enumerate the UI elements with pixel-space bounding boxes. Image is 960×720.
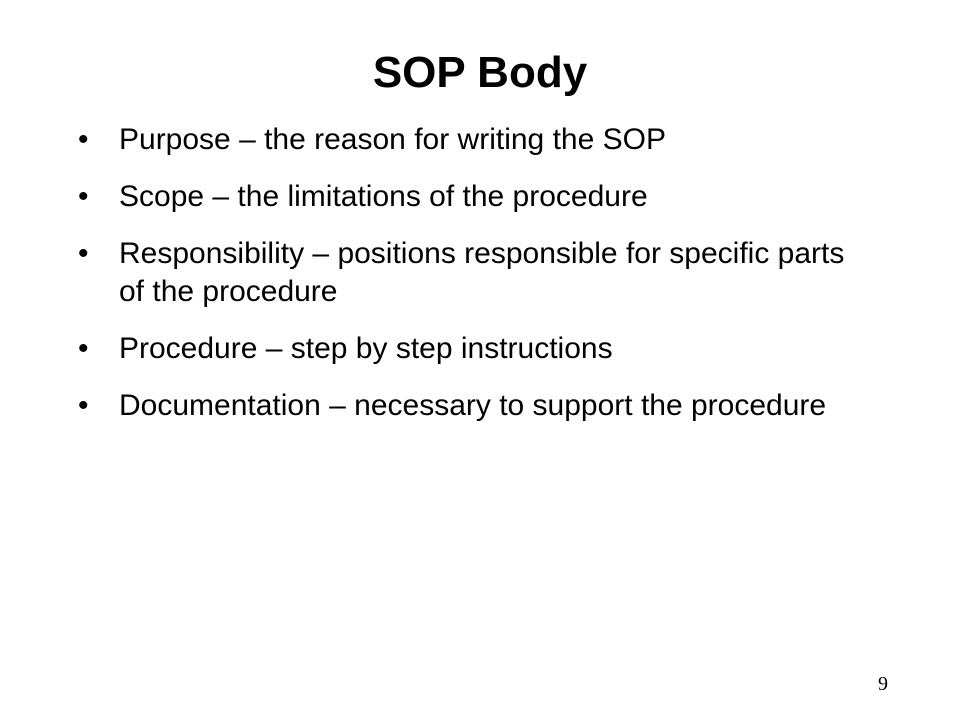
bullet-text: Procedure – step by step instructions [119, 332, 613, 365]
bullet-item-procedure [78, 330, 868, 368]
bullet-marker-icon: • [78, 123, 89, 156]
bullet-text: Scope – the limitations of the procedure [119, 180, 648, 213]
slide-title: SOP Body [372, 48, 588, 97]
bullet-marker-icon: • [78, 237, 89, 270]
bullet-item-scope [78, 178, 868, 216]
bullet-text: Purpose – the reason for writing the SOP [119, 123, 666, 156]
bullet-list [78, 121, 868, 444]
bullet-item-responsibility [78, 235, 868, 311]
bullet-item-documentation [78, 387, 868, 425]
page-number: 9 [878, 673, 888, 695]
bullet-item-purpose [78, 121, 868, 159]
bullet-marker-icon: • [78, 180, 89, 213]
bullet-marker-icon: • [78, 332, 89, 365]
bullet-text: Responsibility – positions responsible for specific parts of the procedure [119, 237, 845, 308]
bullet-text: Documentation – necessary to support the procedure [119, 389, 827, 422]
bullet-marker-icon: • [78, 389, 89, 422]
